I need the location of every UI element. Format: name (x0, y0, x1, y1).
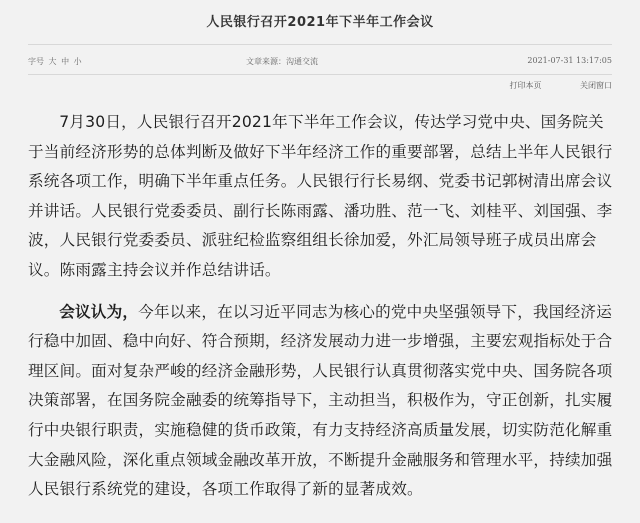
article-title: 人民银行召开2021年下半年工作会议 (206, 14, 434, 30)
divider (28, 74, 612, 75)
timestamp: 2021-07-31 13:17:05 (527, 56, 612, 65)
paragraph: 7月30日，人民银行召开2021年下半年工作会议，传达学习党中央、国务院关于当前经济形势的总体判断及做好下半年经济工作的重要部署，总结上半年人民银行系统各项工作，明确下半年重点任务。人民银行行长易纲、党委书记郭树清出席会议并讲话。人民银行党委委员、副行长陈雨露、潘功胜、范一飞、刘桂平、刘国强、李波，人民银行党委委员、派驻纪检监察组组长徐加爱，外汇局领导班子成员出席会议。陈雨露主持会议并作总结讲话。 (28, 113, 613, 279)
paragraph (28, 298, 614, 505)
font-size-medium[interactable]: 中 (61, 57, 70, 66)
font-size-label: 字号 (28, 57, 44, 66)
source-label: 文章来源： (246, 57, 286, 66)
print-link[interactable]: 打印本页 (509, 81, 542, 90)
close-window-link[interactable]: 关闭窗口 (580, 81, 612, 90)
article-source (246, 56, 318, 67)
paragraph-lead: 会议认为， (59, 302, 139, 321)
font-size-selector (28, 56, 84, 67)
source-value: 沟通交流 (286, 57, 318, 66)
font-size-large[interactable]: 大 (48, 57, 57, 66)
font-size-small[interactable]: 小 (73, 57, 82, 66)
article-tools (473, 80, 612, 91)
article-meta (28, 54, 612, 70)
article-body (28, 108, 614, 517)
paragraph-text: 今年以来，在以习近平同志为核心的党中央坚强领导下，我国经济运行稳中加固、稳中向好、符合预期，经济发展动力进一步增强，主要宏观指标处于合理区间。面对复杂严峻的经济金融形势，人民银行认真贯彻落实党中央、国务院各项决策部署，在国务院金融委的统筹指导下，主动担当，积极作为，守正创新，扎实履行中央银行职责，实施稳健的货币政策，有力支持经济高质量发展，切实防范化解重大金融风险，深化重点领域金融改革开放，不断提升金融服务和管理水平，持续加强人民银行系统党的建设，各项工作取得了新的显著成效。 (28, 302, 613, 499)
title-bar (0, 0, 640, 40)
divider (28, 44, 612, 45)
